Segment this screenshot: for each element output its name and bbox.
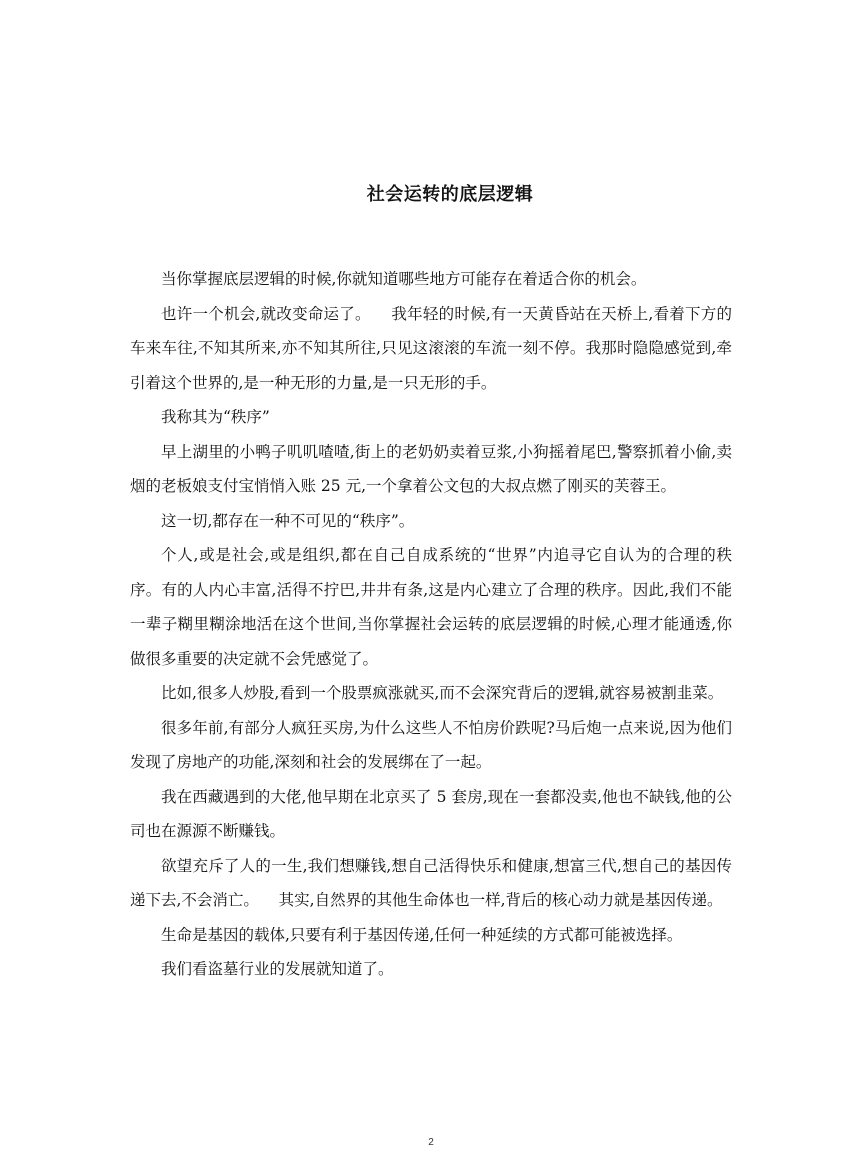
paragraph: 也许一个机会,就改变命运了。 我年轻的时候,有一天黄昏站在天桥上,看着下方的车来车往,不知其所来,亦不知其所往,只见这滚滚的车流一刻不停。我那时隐隐感觉到,牵引着这个世界的,是一种无形的力量,是一只无形的手。: [130, 304, 732, 392]
paragraph: 比如,很多人炒股,看到一个股票疯涨就买,而不会深究背后的逻辑,就容易被割韭菜。: [161, 684, 724, 702]
paragraph: 当你掌握底层逻辑的时候,你就知道哪些地方可能存在着适合你的机会。: [161, 270, 647, 288]
document-title: 社会运转的底层逻辑: [366, 184, 534, 205]
paragraph: 欲望充斥了人的一生,我们想赚钱,想自己活得快乐和健康,想富三代,想自己的基因传递下去,不会消亡。 其实,自然界的其他生命体也一样,背后的核心动力就是基因传递。: [130, 856, 732, 909]
paragraph: 这一切,都存在一种不可见的“秩序”。: [161, 511, 415, 530]
paragraph: 我称其为“秩序”: [161, 408, 270, 426]
paragraph: 我们看盗墓行业的发展就知道了。: [161, 960, 394, 978]
page-number: 2: [428, 1137, 434, 1148]
paragraph: 早上湖里的小鸭子叽叽喳喳,街上的老奶奶卖着豆浆,小狗摇着尾巴,警察抓着小偷,卖烟的老板娘支付宝悄悄入账 25 元,一个拿着公文包的大叔点燃了刚买的芙蓉王。: [130, 442, 732, 495]
paragraph: 很多年前,有部分人疯狂买房,为什么这些人不怕房价跌呢?马后炮一点来说,因为他们发现了房地产的功能,深刻和社会的发展绑在了一起。: [130, 718, 732, 771]
paragraph: 个人,或是社会,或是组织,都在自己自成系统的“世界”内追寻它自认为的合理的秩序。有的人内心丰富,活得不拧巴,井井有条,这是内心建立了合理的秩序。因此,我们不能一辈子糊里糊涂地活在这个世间,当你掌握社会运转的底层逻辑的时候,心理才能通透,你做很多重要的决定就不会凭感觉了。: [130, 546, 732, 668]
document-body: [130, 262, 732, 987]
paragraph: 生命是基因的载体,只要有利于基因传递,任何一种延续的方式都可能被选择。: [161, 925, 683, 944]
paragraph: 我在西藏遇到的大佬,他早期在北京买了 5 套房,现在一套都没卖,他也不缺钱,他的公司也在源源不断赚钱。: [130, 787, 732, 840]
